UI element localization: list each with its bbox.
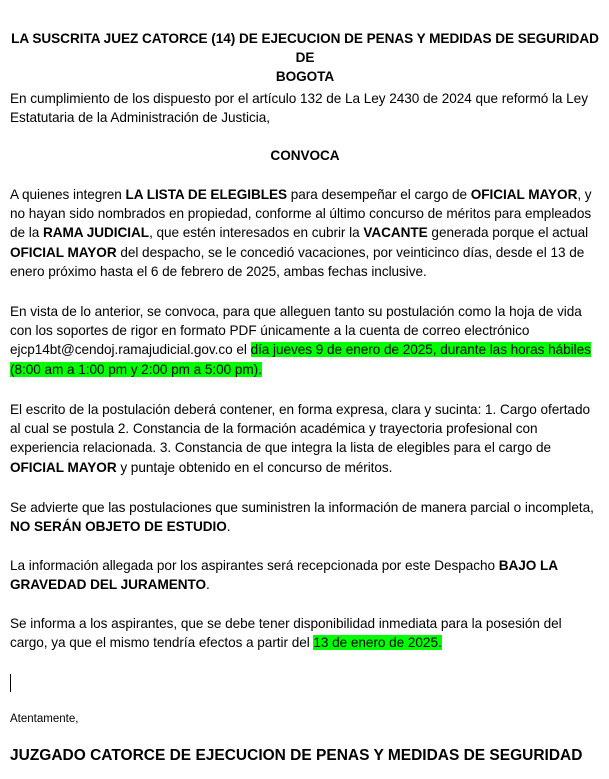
no-seran-objeto-emphasis: NO SERÁN OBJETO DE ESTUDIO (10, 519, 227, 535)
text-cursor[interactable] (10, 674, 11, 692)
paragraph-advertencia (10, 498, 600, 536)
paragraph-elegibles (10, 185, 600, 281)
paragraph-elegibles-text-1: A quienes integren (10, 187, 126, 202)
document-title (10, 29, 600, 87)
paragraph-convocatoria-text: En vista de lo anterior, se convoca, para que alleguen tanto su postulación como la hoja de vida con los soportes de rigor en formato PDF únicamente a la cuenta de correo electrónico ejcp14bt@cendoj.ramajudicial.gov.co el (10, 304, 582, 358)
paragraph-postulacion-text-1: El escrito de la postulación deberá contener, en forma expresa, clara y sucinta: 1. Cargo ofertado al cual se postula 2. Constancia de la formación académica y trayectoria profesional con experiencia relacionada. 3. Constancia de que integra la lista de elegibles para el cargo de (10, 402, 590, 456)
highlighted-start-date: 13 de enero de 2025. (313, 635, 442, 651)
paragraph-disponibilidad-text: Se informa a los aspirantes, que se debe tener disponibilidad inmediata para la posesión del cargo, ya que el mismo tendría efectos a partir del (10, 616, 562, 651)
intro-paragraph: En cumplimiento de los dispuesto por el artículo 132 de La Ley 2430 de 2024 que reformó la Ley Estatutaria de la Administración de Justicia, (10, 91, 588, 126)
paragraph-postulacion-text-2: y puntaje obtenido en el concurso de méritos. (116, 459, 393, 475)
oficial-mayor-emphasis: OFICIAL MAYOR (10, 459, 117, 475)
paragraph-elegibles-text-6: del despacho, se le concedió vacaciones, por veinticinco días, desde el 13 de enero próximo hasta el 6 de febrero de 2025, ambas fechas inclusive. (10, 244, 585, 279)
paragraph-advertencia-text-1: Se advierte que las postulaciones que suministren la información de manera parcial o incompleta, (10, 500, 594, 515)
oficial-mayor-emphasis: OFICIAL MAYOR (10, 244, 117, 260)
title-line-1: LA SUSCRITA JUEZ CATORCE (14) DE EJECUCION DE PENAS Y MEDIDAS DE SEGURIDAD DE (11, 31, 599, 66)
paragraph-elegibles-text-2: para desempeñar el cargo de (287, 187, 471, 202)
oficial-mayor-emphasis: OFICIAL MAYOR (470, 187, 578, 202)
paragraph-elegibles-text-3: , y no hayan sido nombrados en propiedad, conforme al último concurso de méritos para empleados de la (10, 187, 592, 241)
paragraph-convocatoria (10, 302, 600, 379)
highlighted-date-and-hours: día jueves 9 de enero de 2025, durante las horas hábiles (8:00 am a 1:00 pm y 2:00 pm a 5:00 pm). (10, 342, 591, 377)
paragraph-disponibilidad (10, 614, 600, 652)
convoca-heading: CONVOCA (270, 148, 340, 163)
rama-judicial-emphasis: RAMA JUDICIAL (42, 225, 150, 241)
vacante-emphasis: VACANTE (363, 225, 428, 241)
closing-salutation: Atentamente, (10, 713, 79, 725)
paragraph-juramento-text-2: . (206, 577, 210, 593)
paragraph-postulacion (10, 400, 600, 477)
paragraph-elegibles-text-4: , que estén interesados en cubrir la (149, 225, 364, 241)
paragraph-elegibles-text-5: generada porque el actual (427, 225, 589, 241)
signature-court-name: JUZGADO CATORCE DE EJECUCION DE PENAS Y MEDIDAS DE SEGURIDAD (10, 747, 583, 764)
title-line-2: BOGOTA (275, 69, 335, 85)
gravedad-juramento-emphasis: BAJO LA GRAVEDAD DEL JURAMENTO (10, 558, 558, 593)
paragraph-advertencia-text-2: . (226, 519, 231, 535)
lista-elegibles-emphasis: LA LISTA DE ELEGIBLES (125, 187, 288, 202)
paragraph-juramento (10, 556, 600, 594)
paragraph-juramento-text-1: La información allegada por los aspirantes será recepcionada por este Despacho (10, 558, 499, 573)
